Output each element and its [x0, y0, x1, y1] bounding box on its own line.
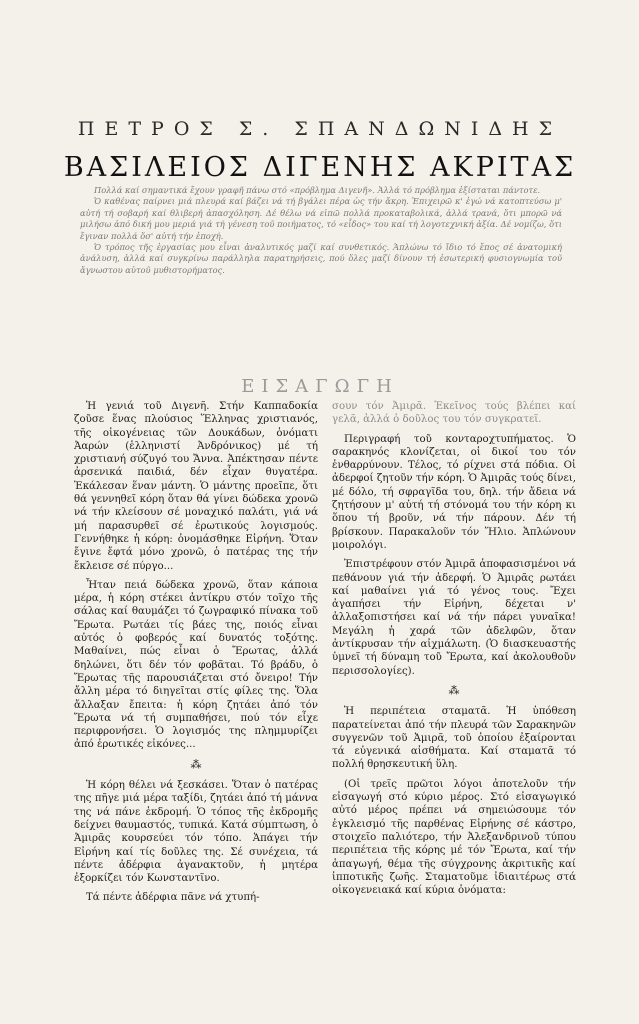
- body-paragraph: Ἡ κόρη θέλει νά ξεσκάσει. Ὅταν ὁ πατέρας της πῆγε μιά μέρα ταξίδι, ζητάει ἀπό τή μάννα της νά πάνε ἐκδρομή. Ὁ τόπος τῆς ἐκδρομῆς δείχνει θαυμαστός, τυπικά. Κατά σύμπτωση, ὁ Ἀμιρᾶς κουρσεύει τόν τόπο. Ἁπάγει τήν Εἰρήνη καί τίς δοῦλες της. Σέ συνέχεια, τά πέντε ἀδέρφια ἀγανακτοῦν, ἡ μητέρα ἐξορκίζει τόν Κωνσταντῖνο.: [74, 780, 318, 885]
- book-title: ΒΑΣΙΛΕΙΟΣ ΔΙΓΕΝΗΣ ΑΚΡΙΤΑΣ: [63, 152, 577, 183]
- section-separator: ⁂: [448, 683, 460, 697]
- left-column: [74, 400, 318, 911]
- body-paragraph: Ἡ γενιά τοῦ Διγενῆ. Στήν Καππαδοκία ζοῦσε ἕνας πλούσιος Ἕλληνας χριστιανός, τῆς οἰκογένειας τῶν Δουκάδων, ὀνόματι Ἀαρών (ἑλληνιστί Ἀνδρόνικος) μέ τή χριστιανή σύζυγό του Ἄννα. Ἀπέκτησαν πέντε ἀρσενικά παιδιά, δέν εἶχαν θυγατέρα. Ἐκάλεσαν ἕναν μάντη. Ὁ μάντης προεῖπε, ὅτι θά γεννηθεῖ κόρη ὅταν θά γίνει δώδεκα χρονῶ νά τήν κλείσουν σέ μοναχικό παλάτι, γιά νά μή παρασυρθεῖ σέ ἐρωτικούς λογισμούς. Γεννήθηκε ἡ κόρη: ὀνομάσθηκε Εἰρήνη. Ὅταν ἔγινε ἔφτά μόνο χρονῶ, ὁ πατέρας της τήν ἔκλεισε σέ πύργο...: [74, 401, 318, 572]
- section-separator: ⁂: [190, 757, 202, 771]
- body-paragraph: Τά πέντε ἀδέρφια πᾶνε νά χτυπή-: [86, 892, 260, 904]
- body-paragraph: Περιγραφή τοῦ κονταροχτυπήματος. Ὁ σαρακηνός κλονίζεται, οἱ δικοί του τόν ἐνθαρρύνουν. Τέλος, τό ρίχνει στά πόδια. Οἱ ἀδερφοί ζητοῦν τήν κόρη. Ὁ Ἀμιρᾶς τούς δίνει, μέ δόλο, τή σφραγῖδα του, δηλ. τήν ἄδεια νά ζητήσουν μ' αὐτή τή στόνομά του τήν κόρη κι ὅπου τή βροῦν, νά τήν πάρουν. Δέν τή βρίσκουν. Παρακαλοῦν τόν Ἥλιο. Ἁπλώνουν μοιρολόγι.: [332, 433, 576, 551]
- author-name: ΠΕΤΡΟΣ Σ. ΣΠΑΝΔΩΝΙΔΗΣ: [77, 118, 563, 140]
- body-paragraph: Ἐπιστρέφουν στόν Ἀμιρᾶ ἀποφασισμένοι νά πεθάνουν γιά τήν ἀδερφή. Ὁ Ἀμιρᾶς ρωτάει καί μαθαίνει γιά τό γένος τους. Ἔχει ἀγαπήσει τήν Εἰρήνη, δέχεται ν' ἀλλαξοπιστήσει καί νά τήν πάρει γυναῖκα! Μεγάλη ἡ χαρά τῶν ἀδελφῶν, ὅταν ἀντίκρυσαν τήν αἰχμάλωτη. (Ὁ διασκευαστής ὑμνεῖ τή δύναμη τοῦ Ἔρωτα, καί ἀκολουθοῦν περισσολογίες).: [332, 559, 576, 677]
- body-paragraph: σουν τόν Ἀμιρᾶ. Ἐκεῖνος τούς βλέπει καί γελᾶ, ἀλλά ὁ δοῦλος του τόν συγκρατεῖ.: [332, 401, 576, 426]
- preface-paragraph: Ὁ τρόπος τῆς ἐργασίας μου εἶναι ἀναλυτικός μαζί καί συνθετικός. Ἁπλώνω τό ἴδιο τό ἔπος σέ ἀνατομική ἀνάλυση, ἀλλά καί συγκρίνω παράλληλα παρατηρήσεις, πού ὅλες μαζί δίνουν τή ἐσωτερική φυσιογνωμία τοῦ ἄγνωστου αὐτοῦ μυθιστορήματος.: [80, 242, 562, 275]
- body-paragraph: Ἡ περιπέτεια σταματᾶ. Ἡ ὑπόθεση παρατείνεται ἀπό τήν πλευρά τῶν Σαρακηνῶν συγγενῶν τοῦ Ἀμιρᾶ, τοῦ ὁποίου ἐξαίρονται τά εὐγενικά αἰσθήματα. Καί σταματᾶ τό πολλή θρησκευτική ὕλη.: [332, 706, 576, 771]
- right-column: [332, 400, 576, 903]
- body-paragraph: Ἦταν πειά δώδεκα χρονῶ, ὅταν κάποια μέρα, ἡ κόρη στέκει ἀντίκρυ στόν τοῖχο τῆς σάλας καί θαυμάζει τό ζωγραφικό πίνακα τοῦ Ἔρωτα. Ρωτάει τίς βάες της, ποιός εἶναι αὐτός ὁ φοβερός καί δυνατός τοξότης. Μαθαίνει, πώς εἶναι ὁ Ἔρωτας, ἀλλά δηλώνει, ὅτι δέν τόν φοβᾶται. Τό βράδυ, ὁ Ἔρωτας τῆς παρουσιάζεται στό ὄνειρο! Τήν ἄλλη μέρα τό διηγεῖται στίς φίλες της. Ὅλα ἄλλαξαν ἔπειτα: ἡ κόρη ζητάει ἀπό τόν Ἔρωτα νά τή συμπαθήσει, πού τόν εἶχε περιφρονήσει. Ὁ λογισμός της πλημμυρίζει ἀπό ἐρωτικές εἰκόνες...: [74, 579, 318, 751]
- preface: [80, 185, 562, 276]
- preface-paragraph: Ὁ καθένας παίρνει μιά πλευρά καί βάζει νά τή βγάλει πέρα ὡς τήν ἄκρη. Ἐπιχειρῶ κ' ἐγώ νά κατοπτεύσω μ' αὐτή τή σοβαρή καί θλιβερή ἀπασχόληση. Δέ θέλω νά εἰπῶ πολλά προκαταβολικά, ἀλλά τρανά, ὅτι μπορῶ νά μιλήσω ἀπό δική μου μεριά γιά τή γένεση τοῦ ποιήματος, τό «εἶδος» του καί τή λογοτεχνική ἀξία. Δέ νομίζω, ὅτι ἔγιναν πολλά ὅσ' αὐτή τήν ἐποχή.: [80, 196, 562, 241]
- preface-paragraph: Πολλά καί σημαντικά ἔχουν γραφῆ πάνω στό «πρόβλημα Διγενῆ». Ἀλλά τό πρόβλημα ἐξίσταται πάντοτε.: [94, 185, 541, 195]
- body-paragraph: (Οἱ τρεῖς πρῶτοι λόγοι ἀποτελοῦν τήν εἰσαγωγή στό κύριο μέρος. Στό εἰσαγωγικό αὐτό μέρος πρέπει νά σημειώσουμε τόν ἐγκλεισμό τῆς παρθένας Εἰρήνης σέ κάστρο, στοιχεῖο παλιότερο, τήν Ἀλεξανδρινοῦ τύπου περιπέτεια τῆς κόρης μέ τόν Ἔρωτα, καί τήν ἁπαγωγή, θέμα τῆς σύγχρονης ἀκριτικῆς καί ἱπποτικῆς ζωῆς. Σταματοῦμε ἰδιαιτέρως στά οἰκογενειακά καί κύρια ὀνόματα:: [332, 778, 576, 897]
- section-heading: ΕΙΣΑΓΩΓΗ: [241, 376, 399, 397]
